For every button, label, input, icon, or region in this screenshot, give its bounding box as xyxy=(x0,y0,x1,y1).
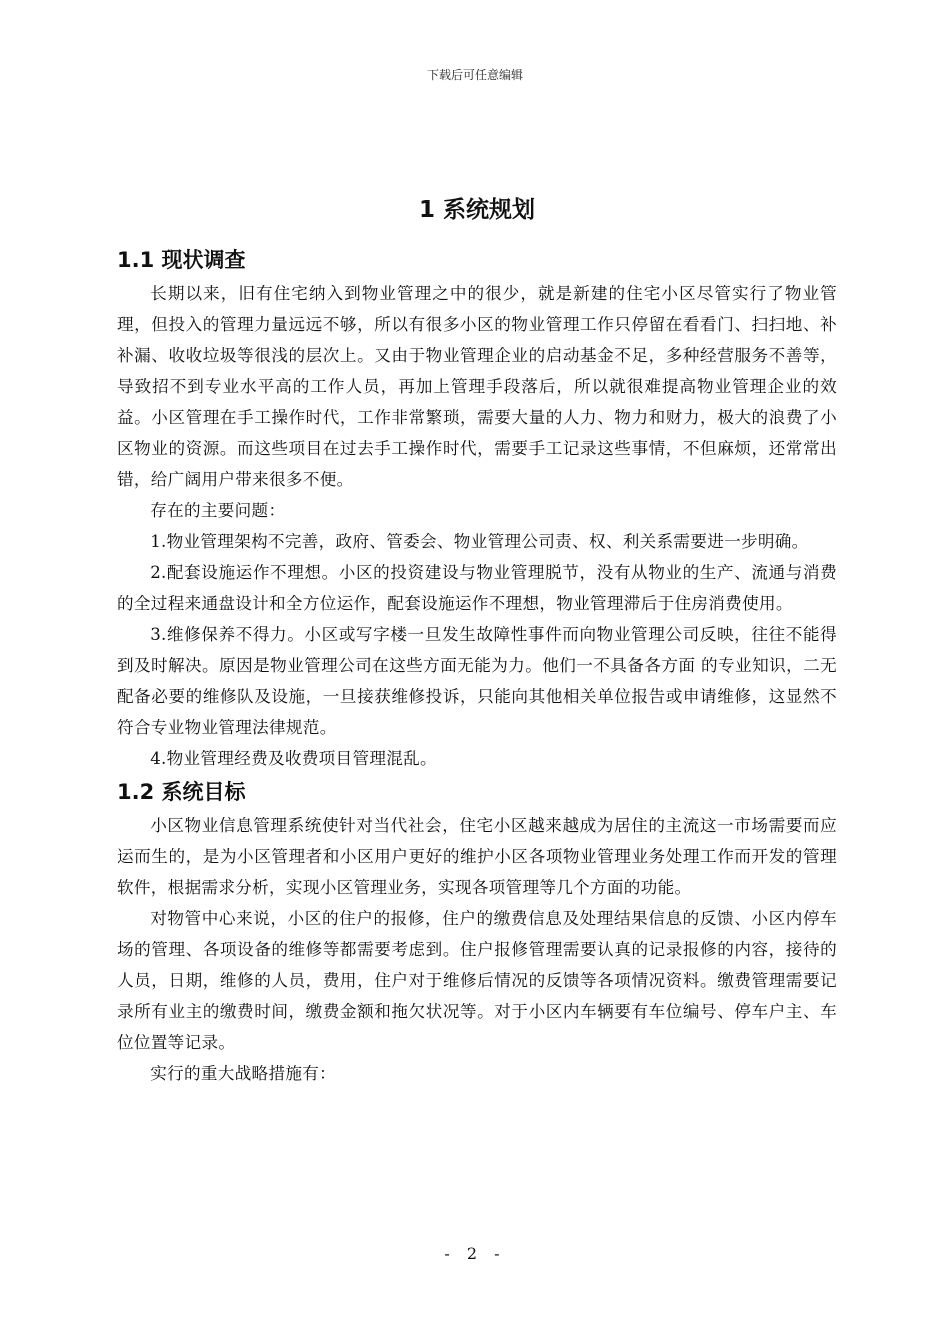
section-status-survey xyxy=(117,242,837,774)
document-body xyxy=(117,192,837,1089)
chapter-title: 1 系统规划 xyxy=(418,197,535,223)
paragraph: 实行的重大战略措施有： xyxy=(150,1064,337,1083)
header-note: 下载后可任意编辑 xyxy=(426,68,523,82)
paragraph: 4.物业管理经费及收费项目管理混乱。 xyxy=(150,749,437,768)
section-title: 1.1 现状调查 xyxy=(117,248,246,272)
paragraph: 2.配套设施运作不理想。小区的投资建设与物业管理脱节，没有从物业的生产、流通与消费的全过程来通盘设计和全方位运作，配套设施运作不理想，物业管理滞后于住房消费使用。 xyxy=(117,563,837,613)
paragraph: 小区物业信息管理系统使针对当代社会，住宅小区越来越成为居住的主流这一市场需要而应运而生的，是为小区管理者和小区用户更好的维护小区各项物业管理业务处理工作而开发的管理软件，根据需求分析，实现小区管理业务，实现各项管理等几个方面的功能。 xyxy=(117,816,837,897)
section-system-goals xyxy=(117,774,837,1089)
paragraph: 3.维修保养不得力。小区或写字楼一旦发生故障性事件而向物业管理公司反映，往往不能得到及时解决。原因是物业管理公司在这些方面无能为力。他们一不具备各方面 的专业知识，二无配备必要的维修队及设施，一旦接获维修投诉，只能向其他相关单位报告或申请维修，这显然不符合专业物业管理法律规范。 xyxy=(117,625,837,737)
paragraph: 长期以来，旧有住宅纳入到物业管理之中的很少，就是新建的住宅小区尽管实行了物业管理，但投入的管理力量远远不够，所以有很多小区的物业管理工作只停留在看看门、扫扫地、补补漏、收收垃圾等很浅的层次上。又由于物业管理企业的启动基金不足，多种经营服务不善等，导致招不到专业水平高的工作人员，再加上管理手段落后，所以就很难提高物业管理企业的效益。小区管理在手工操作时代，工作非常繁琐，需要大量的人力、物力和财力，极大的浪费了小区物业的资源。而这些项目在过去手工操作时代，需要手工记录这些事情，不但麻烦，还常常出错，给广阔用户带来很多不便。 xyxy=(117,284,837,489)
page-number: - 2 - xyxy=(444,1244,506,1263)
paragraph: 存在的主要问题： xyxy=(150,501,286,520)
section-title: 1.2 系统目标 xyxy=(117,780,246,804)
paragraph: 对物管中心来说，小区的住户的报修，住户的缴费信息及处理结果信息的反馈、小区内停车场的管理、各项设备的维修等都需要考虑到。住户报修管理需要认真的记录报修的内容，接待的人员，日期，维修的人员，费用，住户对于维修后情况的反馈等各项情况资料。缴费管理需要记录所有业主的缴费时间，缴费金额和拖欠状况等。对于小区内车辆要有车位编号、停车户主、车位位置等记录。 xyxy=(117,909,837,1052)
paragraph: 1.物业管理架构不完善，政府、管委会、物业管理公司责、权、利关系需要进一步明确。 xyxy=(150,532,809,551)
